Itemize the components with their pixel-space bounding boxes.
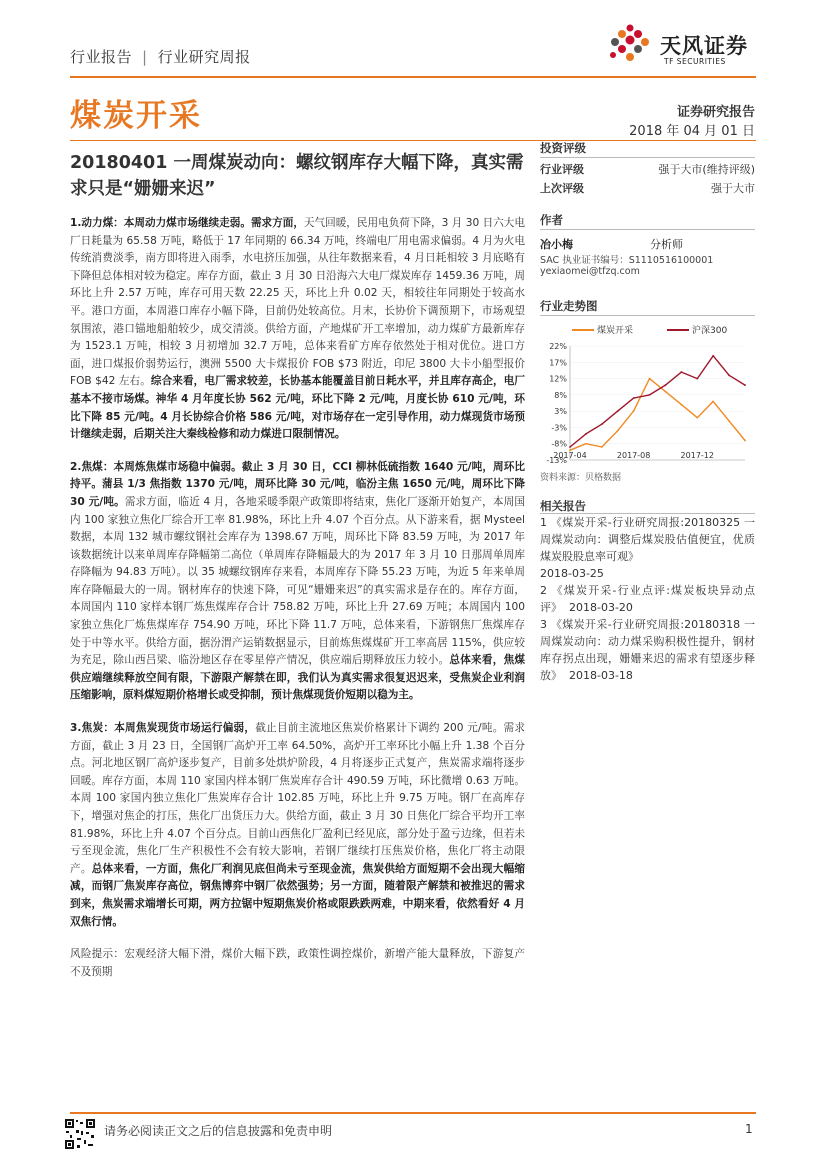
paragraph-summary: 总体来看，焦煤供应端继续释放空间有限，下游限产解禁在即，我们认为真实需求很复迟迟来，受焦炭企业利润压缩影响，原料煤短期价格增长或受抑制，预计焦煤现货价短期以稳为主。 bbox=[70, 654, 526, 702]
report-subcategory: 行业研究周报 bbox=[157, 48, 251, 66]
data-point bbox=[585, 433, 587, 435]
related-reports bbox=[540, 514, 755, 684]
page-number: 1 bbox=[745, 1122, 753, 1136]
footer-divider bbox=[70, 1112, 756, 1114]
data-point bbox=[744, 440, 746, 442]
y-tick-label: 17% bbox=[549, 358, 567, 368]
author-cert: SAC 执业证书编号：S1110516100001 bbox=[540, 255, 714, 266]
logo-name: 天风证券 bbox=[660, 34, 748, 58]
rating-heading: 投资评级 bbox=[540, 141, 586, 155]
data-point bbox=[665, 384, 667, 386]
related-item[interactable] bbox=[540, 616, 755, 684]
y-tick-label: -8% bbox=[551, 439, 567, 449]
data-point bbox=[617, 430, 619, 432]
risk-warning: 风险提示：宏观经济大幅下滑，煤价大幅下跌，政策性调控煤价，新增产能大量释放，下游复产不及预期 bbox=[70, 948, 525, 978]
report-title: 20180401 一周煤炭动向：螺纹钢库存大幅下降，真实需求只是“姗姗来迟” bbox=[70, 153, 524, 199]
data-point bbox=[633, 397, 635, 399]
paragraph-lead: 2.焦煤：本周炼焦煤市场稳中偏弱。截止 3 月 30 日，CCI 柳林低硫指数 1640 元/吨，周环比持平。蒲县 1/3 焦指数 1370 元/吨，周环比降 30 元/吨，临汾主焦 1650 元/吨，周环比下降 30 元/吨。 bbox=[70, 460, 525, 508]
y-tick-label: -13% bbox=[546, 456, 567, 465]
data-point bbox=[696, 378, 698, 380]
data-point bbox=[712, 355, 714, 357]
paragraph-thermal-coal bbox=[70, 215, 525, 444]
x-tick-label: 2017-04 bbox=[553, 451, 587, 460]
author-divider bbox=[540, 229, 755, 230]
rating-divider bbox=[540, 157, 755, 158]
y-tick-label: 22% bbox=[549, 342, 567, 351]
chart-heading: 行业走势图 bbox=[540, 299, 598, 313]
legend-label: 沪深300 bbox=[692, 326, 728, 336]
report-type: 证券研究报告 bbox=[676, 105, 755, 120]
paragraph-coking-coal bbox=[70, 459, 525, 705]
data-point bbox=[569, 449, 571, 451]
data-point bbox=[617, 410, 619, 412]
related-item-title[interactable]: 2 《煤炭开采-行业点评:煤炭板块异动点评》 bbox=[540, 584, 755, 614]
data-point bbox=[696, 417, 698, 419]
logo-subtitle: TF SECURITIES bbox=[664, 57, 726, 66]
data-point bbox=[665, 391, 667, 393]
data-point bbox=[649, 394, 651, 396]
rating-previous-label: 上次评级 bbox=[540, 182, 584, 195]
rating-industry-value: 强于大市(维持评级) bbox=[658, 163, 755, 176]
industry-trend-chart bbox=[540, 318, 755, 468]
paragraph-summary: 总体来看，一方面，焦化厂利润见底但尚未亏至现金流，焦炭供给方面短期不会出现大幅缩减，而钢厂焦炭库存高位，钢焦博弈中钢厂依然强势；另一方面，随着限产解禁和被推迟的需求到来，焦炭需求端增长可期，两方拉锯中短期焦炭价格或限跌跌两难，中期来看，依然看好 4 月双焦行情。 bbox=[70, 862, 526, 928]
logo-mark-icon bbox=[605, 22, 657, 64]
sector-title: 煤炭开采 bbox=[70, 98, 202, 134]
data-point bbox=[585, 443, 587, 445]
x-tick-label: 2017-08 bbox=[616, 451, 651, 460]
related-item-title[interactable]: 3 《煤炭开采-行业研究周报:20180318 一周煤炭动向：动力煤采购积极性提升，钢材库存拐点出现，姗姗来迟的需求有望逐步释放》 bbox=[540, 618, 755, 682]
paragraph-summary: 综合来看，电厂需求较差，长协基本能覆盖目前日耗水平，并且库存高企，电厂基本不接市场煤。神华 4 月年度长协 562 元/吨，环比下降 2 元/吨，月度长协 610 元/吨，环比下降 85 元/吨。4 月长协综合价格 586 元/吨，对市场存在一定引导作用，动力煤现货市场预计继续走弱，后期关注大秦线检修和动力煤进口限制情况。 bbox=[70, 375, 525, 441]
report-body bbox=[70, 215, 525, 996]
related-item-date: 2018-03-25 bbox=[540, 567, 604, 580]
rating-industry-row bbox=[540, 161, 755, 177]
data-point bbox=[569, 446, 571, 448]
related-item[interactable] bbox=[540, 514, 755, 582]
data-point bbox=[680, 404, 682, 406]
data-point bbox=[633, 410, 635, 412]
y-tick-label: 3% bbox=[554, 407, 567, 417]
data-point bbox=[744, 384, 746, 386]
qr-code-icon bbox=[64, 1118, 96, 1150]
breadcrumb bbox=[70, 46, 251, 67]
author-email: yexiaomei@tfzq.com bbox=[540, 266, 640, 277]
footer-disclaimer: 请务必阅读正文之后的信息披露和免责申明 bbox=[104, 1124, 333, 1138]
rating-previous-row bbox=[540, 180, 755, 196]
data-point bbox=[649, 378, 651, 380]
data-point bbox=[728, 374, 730, 376]
related-item[interactable] bbox=[540, 582, 755, 616]
data-point bbox=[680, 371, 682, 373]
related-item-date: 2018-03-20 bbox=[569, 601, 633, 614]
breadcrumb-separator: | bbox=[142, 48, 148, 66]
author-role: 分析师 bbox=[650, 238, 683, 251]
paragraph-text: 天气回暖，民用电负荷下降，3 月 30 日六大电厂日耗量为 65.58 万吨，略低于 17 年同期的 66.34 万吨，终端电厂用电需求偏弱。4 月为火电传统消费淡季，南方即将进入雨季，水电挤压加强，从往年数据来看，4 月日耗相较 3 月底略有下降但总体相对较为稳定。库存方面，截止 3 月 30 日沿海六大电厂煤炭库存 1459.36 万吨，周环比上升 2.57 万吨，库存可用天数 22.25 天，环比上升 0.02 天，相较往年同期处于较高水平。港口方面，本周港口库存小幅下降，目前仍处较高位。月末，长协价下调预期下，市场观望氛围浓，港口锚地船舶较少，成交清淡。供给方面，产地煤矿开工率增加，动力煤矿方最新库存为 1523.1 万吨，相较 3 月初增加 32.7 万吨，总体来看矿方库存依然处于相对优位。进口方面，进口煤报价弱势运行，澳洲 5500 大卡煤报价 FOB $73 附近，印尼 3800 大卡小船型报价 FOB $42 左右。 bbox=[70, 217, 526, 388]
report-date: 2018 年 04 月 01 日 bbox=[629, 124, 755, 139]
rating-industry-label: 行业评级 bbox=[540, 163, 584, 176]
y-tick-label: -3% bbox=[551, 423, 567, 433]
chart-divider bbox=[540, 315, 755, 316]
paragraph-lead: 3.焦炭：本周焦炭现货市场运行偏弱， bbox=[70, 722, 256, 735]
paragraph-text: 截止目前主流地区焦炭价格累计下调约 200 元/吨。需求方面，截止 3 月 23 日，全国钢厂高炉开工率 64.50%，高炉开工率环比小幅上升 1.38 个百分点。河北地区钢厂高炉逐步复产，目前多处烘炉阶段，4 月将逐步正式复产，焦炭需求端将逐步回暖。库存方面，本周 110 家国内样本钢厂焦炭库存合计 490.59 万吨，环比微增 0.63 万吨。本周 100 家国内独立焦化厂焦炭库存合计 102.85 万吨，环比上升 9.75 万吨。钢厂在高库存下，增强对焦企的打压，焦化厂出货压力大。供给方面，截止 3 月 30 日焦化厂综合平均开工率 81.98%，环比上升 4.07 个百分点。目前山西焦化厂盈利已经见底，部分处于盈亏边缘，但若未亏至现金流，焦化厂生产积极性不会有较大影响，若钢厂继续打压焦炭价格，焦化厂将主动限产。 bbox=[70, 722, 525, 875]
chart-source: 资料来源：贝格数据 bbox=[540, 473, 622, 483]
chart-svg bbox=[540, 318, 755, 468]
header-divider bbox=[70, 76, 756, 78]
y-tick-label: 8% bbox=[554, 390, 567, 400]
related-item-date: 2018-03-18 bbox=[569, 669, 633, 682]
rating-previous-value: 强于大市 bbox=[711, 182, 755, 195]
related-item-title[interactable]: 1 《煤炭开采-行业研究周报:20180325 一周煤炭动向：调整后煤炭股估值便宜，优质煤炭股股息率可观》 bbox=[540, 516, 755, 563]
author-block bbox=[540, 236, 755, 252]
y-tick-label: 12% bbox=[549, 374, 567, 384]
data-point bbox=[728, 420, 730, 422]
author-heading: 作者 bbox=[540, 213, 563, 227]
data-point bbox=[601, 423, 603, 425]
report-category: 行业报告 bbox=[70, 48, 133, 66]
data-point bbox=[601, 446, 603, 448]
paragraph-lead: 1.动力煤：本周动力煤市场继续走弱。需求方面， bbox=[70, 217, 304, 229]
paragraph-coke bbox=[70, 720, 525, 931]
author-name: 冶小梅 bbox=[540, 238, 573, 251]
legend-label: 煤炭开采 bbox=[597, 326, 634, 336]
x-tick-label: 2017-12 bbox=[680, 451, 714, 460]
related-heading: 相关报告 bbox=[540, 499, 586, 513]
data-point bbox=[712, 400, 714, 402]
series-line bbox=[570, 356, 745, 447]
paragraph-text: 需求方面，临近 4 月，各地采暖季限产政策即将结束，焦化厂逐渐开始复产，本周国内 100 家独立焦化厂综合开工率 81.98%，环比上升 4.07 个百分点。从下游来看，据 Mysteel 数据，本周 132 城市螺纹钢社会库存为 1398.67 万吨，周环比下降 83.59 万吨，为 2017 年该数据统计以来单周库存降幅第二高位（单周库存降幅最大的为 2017 年 3 月 10 日那周单周库存降幅为 94.83 万吨）。以 35 城螺纹钢库存来看，本周库存下降 55.23 万吨，为近 5 年来单周库存降幅最大的一周。钢材库存的快速下降，可见“姗姗来迟”的真实需求是存在的。库存方面，本周国内 110 家样本钢厂炼焦煤库存合计 758.82 万吨，环比上升 27.69 万吨；本周国内 100 家独立焦化厂炼焦煤库存 754.90 万吨，环比下降 11.7 万吨，总体来看，下游钢焦厂焦煤库存处于中等水平。供给方面，据汾渭产运销数据显示，目前炼焦煤煤矿开工率高居 115%，供应较为充足，除山西吕梁、临汾地区存在零星停产情况，供应端后期释放压力较小。 bbox=[70, 495, 525, 667]
